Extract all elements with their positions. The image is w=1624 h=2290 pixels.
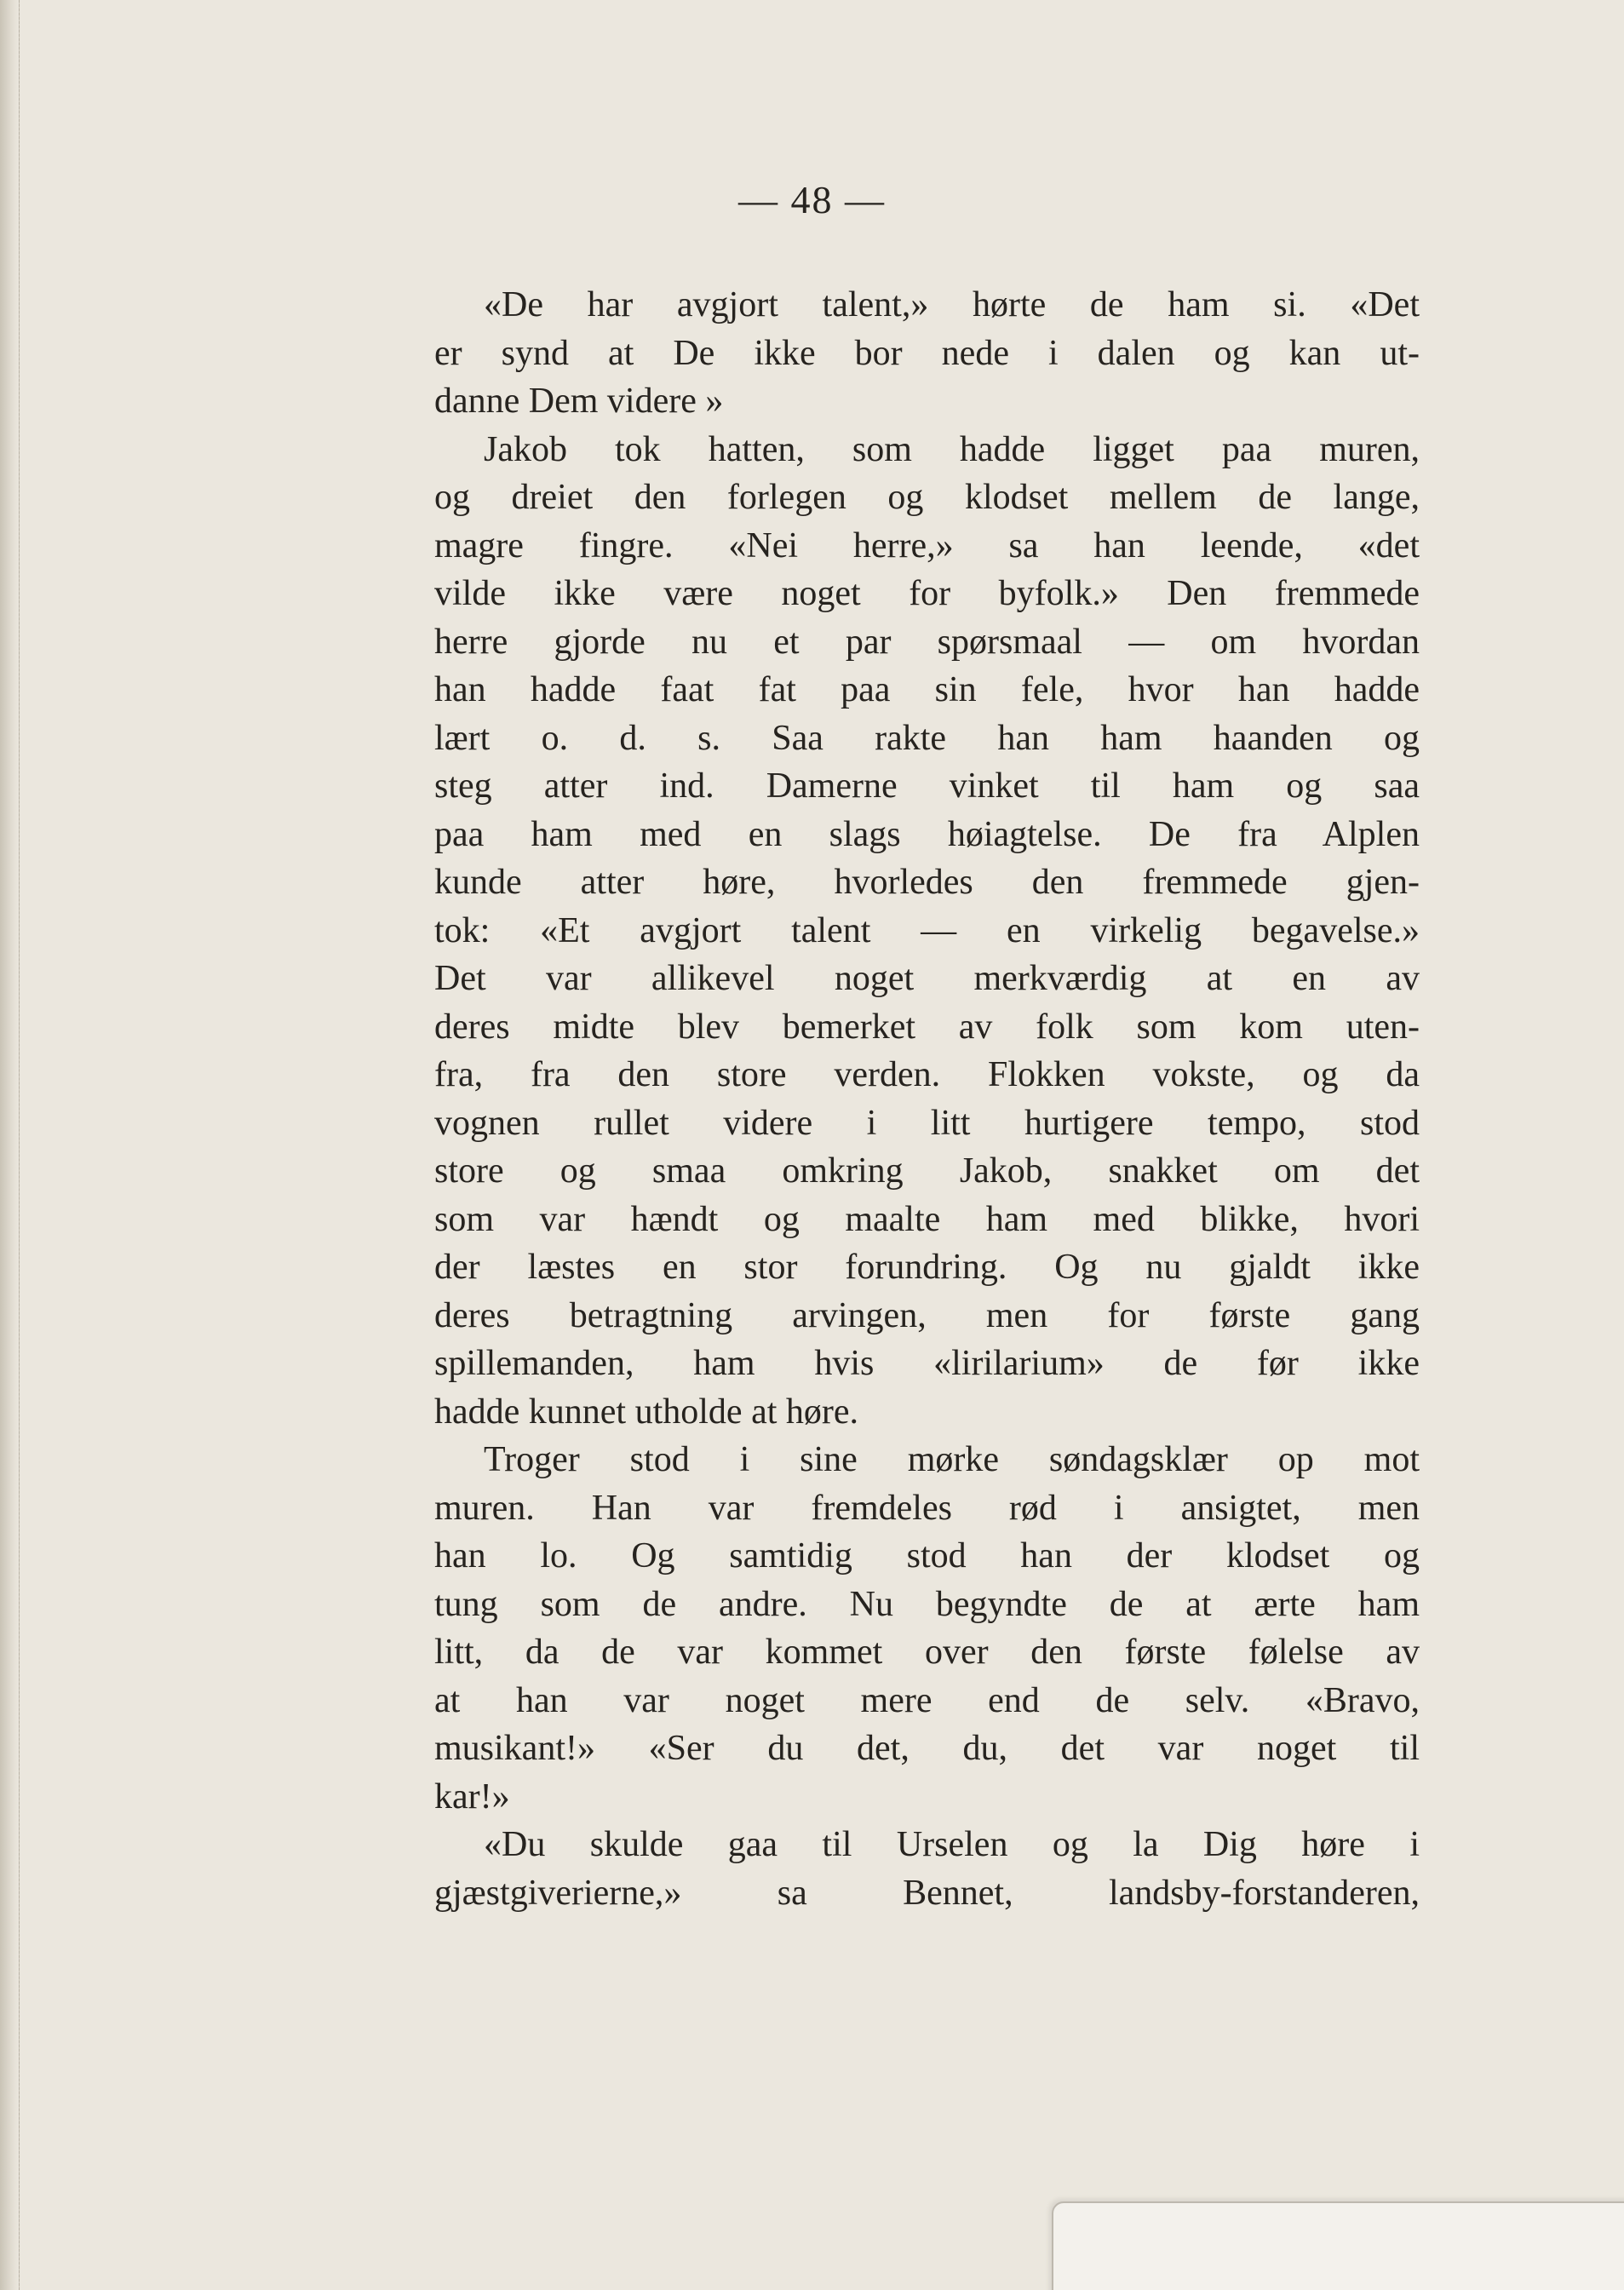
text-line: «Du skulde gaa til Urselen og la Dig høre i xyxy=(484,1825,1420,1864)
text-line: store og smaa omkring Jakob, snakket om det xyxy=(434,1151,1420,1191)
text-line: musikant!» «Ser du det, du, det var noget til xyxy=(434,1729,1420,1768)
text-line: han hadde faat fat paa sin fele, hvor han hadde xyxy=(434,670,1420,709)
text-line: Jakob tok hatten, som hadde ligget paa muren, xyxy=(484,429,1420,469)
text-line: som var hændt og maalte ham med blikke, hvori xyxy=(434,1199,1420,1239)
text-line: herre gjorde nu et par spørsmaal — om hvordan xyxy=(434,622,1420,662)
text-line: Troger stod i sine mørke søndagsklær op mot xyxy=(484,1440,1420,1479)
text-line: steg atter ind. Damerne vinket til ham og saa xyxy=(434,766,1420,806)
text-line: danne Dem videre » xyxy=(434,382,724,421)
text-line: og dreiet den forlegen og klodset mellem de lange, xyxy=(434,478,1420,517)
text-line: fra, fra den store verden. Flokken vokste, og da xyxy=(434,1055,1420,1094)
text-line: Det var allikevel noget merkværdig at en av xyxy=(434,959,1420,998)
text-line: muren. Han var fremdeles rød i ansigtet, men xyxy=(434,1488,1420,1528)
text-line: magre fingre. «Nei herre,» sa han leende, «det xyxy=(434,525,1420,565)
text-line: han lo. Og samtidig stod han der klodset og xyxy=(434,1536,1420,1575)
text-line: deres betragtning arvingen, men for første gang xyxy=(434,1295,1420,1335)
page-number: — 48 — xyxy=(738,178,886,221)
body-text xyxy=(434,281,1420,1917)
binding-edge xyxy=(0,0,20,2290)
text-line: paa ham med en slags høiagtelse. De fra Alplen xyxy=(434,814,1420,854)
text-line: deres midte blev bemerket av folk som kom uten- xyxy=(434,1007,1420,1047)
text-line: kunde atter høre, hvorledes den fremmede gjen- xyxy=(434,863,1420,902)
text-line: lært o. d. s. Saa rakte han ham haanden og xyxy=(434,718,1420,758)
text-line: hadde kunnet utholde at høre. xyxy=(434,1392,859,1432)
text-line: «De har avgjort talent,» hørte de ham si. «Det xyxy=(484,285,1420,324)
text-line: tung som de andre. Nu begyndte de at ærte ham xyxy=(434,1584,1420,1624)
bookmark-slip xyxy=(1052,2201,1624,2290)
text-line: vognen rullet videre i litt hurtigere tempo, stod xyxy=(434,1103,1420,1143)
text-line: at han var noget mere end de selv. «Bravo, xyxy=(434,1680,1420,1720)
text-line: spillemanden, ham hvis «lirilarium» de før ikke xyxy=(434,1344,1420,1383)
text-line: der læstes en stor forundring. Og nu gjaldt ikke xyxy=(434,1248,1420,1287)
text-line: kar!» xyxy=(434,1776,510,1817)
text-line: vilde ikke være noget for byfolk.» Den fremmede xyxy=(434,574,1420,613)
text-line: gjæstgiverierne,» sa Bennet, landsby-forstanderen, xyxy=(434,1873,1420,1913)
text-line: tok: «Et avgjort talent — en virkelig begavelse.» xyxy=(434,910,1420,950)
text-line: litt, da de var kommet over den første følelse av xyxy=(434,1633,1420,1672)
text-line: er synd at De ikke bor nede i dalen og kan ut- xyxy=(434,333,1420,373)
